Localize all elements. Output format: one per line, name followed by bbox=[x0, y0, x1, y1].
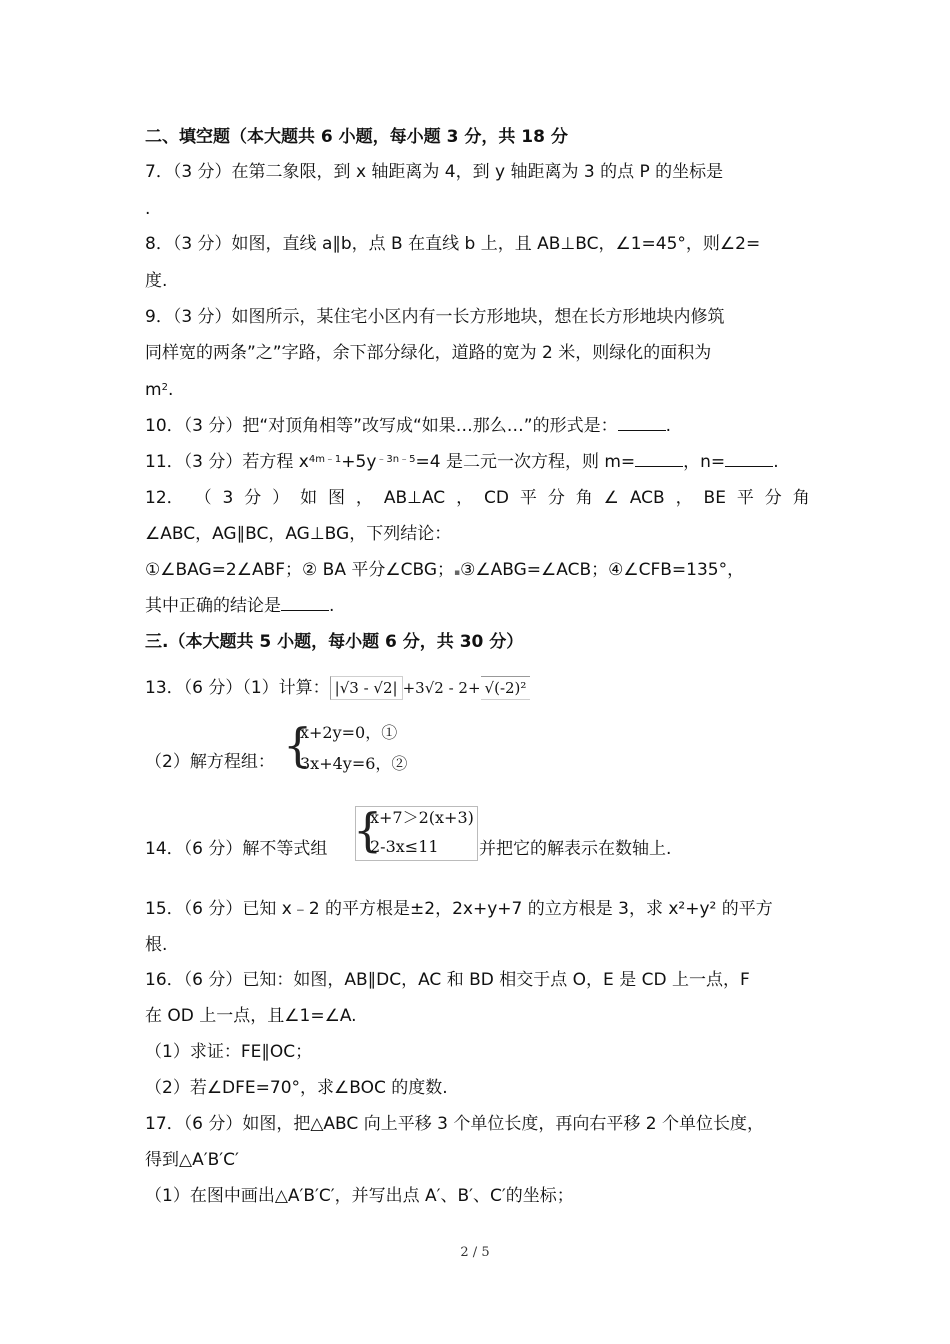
question-10 bbox=[145, 415, 810, 437]
q12-token: AB⊥AC bbox=[383, 488, 446, 508]
q12-token: 如 bbox=[300, 488, 318, 508]
question-13-label: 13．（6 分）（1）计算： bbox=[145, 678, 330, 698]
question-17-line-1: 17．（6 分）如图，把△ABC 向上平移 3 个单位长度，再向右平移 2 个单位长度， bbox=[145, 1114, 764, 1134]
conclusions-1-2: ①∠BAG=2∠ABF；② BA 平分∠CBG； bbox=[145, 560, 455, 580]
answer-blank bbox=[281, 596, 329, 611]
question-7-line-2: . bbox=[145, 199, 151, 219]
question-16-line-2: 在 OD 上一点，且∠1=∠A. bbox=[145, 1006, 357, 1026]
exponent-2: ﹣3n﹣5 bbox=[376, 454, 416, 465]
page-number: 2 / 5 bbox=[460, 1245, 490, 1260]
abs-value-formula: |√3 - √2| bbox=[330, 676, 403, 700]
q12-token: ， bbox=[675, 488, 693, 508]
left-brace-icon: { bbox=[283, 718, 313, 772]
q12-token: ACB bbox=[629, 488, 665, 508]
question-16-part-1: （1）求证：FE∥OC； bbox=[145, 1042, 313, 1062]
question-15-line-2: 根. bbox=[145, 935, 168, 955]
period: . bbox=[167, 380, 174, 400]
question-11 bbox=[145, 451, 810, 473]
answer-blank-n bbox=[725, 452, 773, 467]
q12-token: 角 bbox=[792, 488, 810, 508]
question-11-text-d: ，n= bbox=[683, 452, 726, 472]
conclusions-3-4: ③∠ABG=∠ACB；④∠CFB=135°， bbox=[460, 560, 745, 580]
unit-m: m bbox=[145, 380, 162, 400]
question-11-text-b: +5y bbox=[341, 452, 377, 472]
question-14-end: 并把它的解表示在数轴上. bbox=[479, 839, 672, 859]
question-12-line-3 bbox=[145, 559, 810, 584]
left-brace-icon: { bbox=[353, 803, 383, 857]
exponent-1: 4m﹣1 bbox=[308, 454, 342, 465]
question-12-line-2: ∠ABC，AG∥BC，AG⊥BG，下列结论： bbox=[145, 524, 452, 544]
question-12-line-1 bbox=[145, 487, 810, 509]
section-3-title: 三.（本大题共 5 小题，每小题 6 分，共 30 分） bbox=[145, 632, 524, 652]
question-14-label: 14．（6 分）解不等式组 bbox=[145, 839, 328, 859]
question-8-line-1: 8．（3 分）如图，直线 a∥b，点 B 在直线 b 上，且 AB⊥BC，∠1=45°，则∠2= bbox=[145, 234, 761, 254]
q12-token: 3 bbox=[222, 488, 234, 508]
q12-token: ， bbox=[355, 488, 373, 508]
q12-token: 分 bbox=[244, 488, 262, 508]
question-9-line-1: 9．（3 分）如图所示，某住宅小区内有一长方形地块，想在长方形地块内修筑 bbox=[145, 307, 725, 327]
q12-token: 平 bbox=[736, 488, 754, 508]
period: . bbox=[773, 452, 779, 472]
question-9-line-2: 同样宽的两条”之”字路，余下部分绿化，道路的宽为 2 米，则绿化的面积为 bbox=[145, 343, 712, 363]
stray-mark: ▪ bbox=[454, 568, 461, 578]
sqrt-formula: √(-2)² bbox=[481, 676, 531, 700]
question-17-part-1: （1）在图中画出△A′B′C′，并写出点 A′、B′、C′的坐标； bbox=[145, 1186, 574, 1206]
question-11-text-a: 11．（3 分）若方程 x bbox=[145, 452, 309, 472]
formula-middle: +3√2 - 2+ bbox=[402, 679, 481, 697]
q12-token: ， bbox=[456, 488, 474, 508]
question-8-line-2: 度. bbox=[145, 271, 168, 291]
period: . bbox=[329, 596, 335, 616]
question-11-text-c: =4 是二元一次方程，则 m= bbox=[415, 452, 636, 472]
inequality-1: x+7＞2(x+3) bbox=[370, 808, 474, 827]
answer-blank bbox=[618, 416, 666, 431]
equation-2: 3x+4y=6，② bbox=[300, 754, 408, 773]
question-7-line-1: 7．（3 分）在第二象限，到 x 轴距离为 4，到 y 轴距离为 3 的点 P 的坐标是 bbox=[145, 162, 724, 182]
q12-token: 角 bbox=[575, 488, 593, 508]
question-13-part-2-label: （2）解方程组： bbox=[145, 752, 275, 772]
answer-blank-m bbox=[635, 452, 683, 467]
question-17-line-2: 得到△A′B′C′ bbox=[145, 1150, 239, 1170]
question-16-line-1: 16．（6 分）已知：如图，AB∥DC，AC 和 BD 相交于点 O，E 是 CD 上一点，F bbox=[145, 970, 750, 990]
q12-token: （ bbox=[194, 488, 212, 508]
q12-token: BE bbox=[703, 488, 726, 508]
question-12-line-4 bbox=[145, 595, 810, 617]
q12-token: 12． bbox=[145, 488, 184, 508]
q12-answer-prompt: 其中正确的结论是 bbox=[145, 596, 281, 616]
question-9-line-3 bbox=[145, 379, 810, 401]
period: . bbox=[665, 416, 671, 436]
q12-token: 分 bbox=[764, 488, 782, 508]
q12-token: ） bbox=[272, 488, 290, 508]
question-13-part-1 bbox=[145, 676, 810, 700]
q12-token: 图 bbox=[328, 488, 345, 508]
q12-token: CD bbox=[484, 488, 509, 508]
unit-exponent: 2 bbox=[161, 382, 168, 393]
q12-token: 平 bbox=[519, 488, 537, 508]
q12-token: ∠ bbox=[603, 488, 619, 508]
question-15-line-1: 15．（6 分）已知 x﹣2 的平方根是±2，2x+y+7 的立方根是 3，求 x²+y² 的平方 bbox=[145, 899, 773, 919]
question-10-text: 10．（3 分）把“对顶角相等”改写成“如果…那么…”的形式是： bbox=[145, 416, 618, 436]
equation-1: x+2y=0，① bbox=[300, 723, 398, 742]
q12-token: 分 bbox=[547, 488, 565, 508]
section-2-title: 二、填空题（本大题共 6 小题，每小题 3 分，共 18 分 bbox=[145, 127, 568, 147]
question-16-part-2: （2）若∠DFE=70°，求∠BOC 的度数. bbox=[145, 1078, 448, 1098]
inequality-2: 2-3x≤11 bbox=[370, 837, 439, 856]
